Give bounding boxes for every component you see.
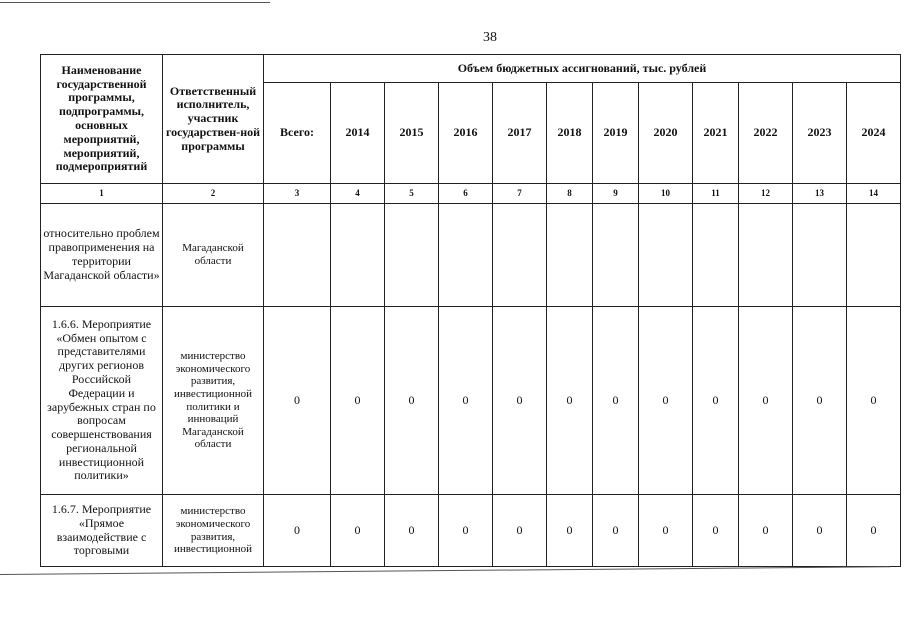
value-cell: 0 [693, 307, 739, 495]
value-cell [847, 204, 901, 307]
value-cell: 0 [547, 495, 593, 567]
header-name: Наименование государственной программы, подпрограммы, основных мероприятий, мероприятий, подмероприятий [41, 55, 163, 184]
column-number: 4 [331, 184, 385, 204]
header-year: 2015 [385, 83, 439, 184]
value-cell: 0 [793, 307, 847, 495]
value-cell [439, 204, 493, 307]
value-cell: 0 [639, 495, 693, 567]
page-number: 38 [483, 30, 497, 45]
column-number: 5 [385, 184, 439, 204]
value-cell: 0 [739, 307, 793, 495]
value-cell: 0 [793, 495, 847, 567]
column-number: 14 [847, 184, 901, 204]
header-year: 2020 [639, 83, 693, 184]
value-cell: 0 [439, 495, 493, 567]
scan-line-top [0, 2, 270, 3]
value-cell: 0 [493, 495, 547, 567]
value-cell [793, 204, 847, 307]
header-year: 2023 [793, 83, 847, 184]
value-cell [547, 204, 593, 307]
budget-table [40, 54, 901, 567]
header-year: 2017 [493, 83, 547, 184]
column-number: 13 [793, 184, 847, 204]
column-number: 1 [41, 184, 163, 204]
column-number: 9 [593, 184, 639, 204]
value-cell: 0 [847, 495, 901, 567]
value-cell: 0 [693, 495, 739, 567]
header-year: 2024 [847, 83, 901, 184]
table-row [41, 204, 901, 307]
value-cell [593, 204, 639, 307]
value-cell: 0 [331, 307, 385, 495]
table-row [41, 495, 901, 567]
header-executor: Ответственный исполнитель, участник государствен-ной программы [163, 55, 264, 184]
column-number: 12 [739, 184, 793, 204]
value-cell: 0 [847, 307, 901, 495]
header-year: 2016 [439, 83, 493, 184]
value-cell: 0 [264, 307, 331, 495]
column-number: 11 [693, 184, 739, 204]
header-total: Всего: [264, 83, 331, 184]
column-number: 8 [547, 184, 593, 204]
value-cell: 0 [264, 495, 331, 567]
header-year: 2022 [739, 83, 793, 184]
executor-cell: Магаданской области [163, 204, 264, 307]
program-name-cell: относительно проблем правоприменения на территории Магаданской области» [41, 204, 163, 307]
value-cell: 0 [385, 495, 439, 567]
executor-cell: министерство экономического развития, инвестиционной [163, 495, 264, 567]
value-cell [331, 204, 385, 307]
column-number: 3 [264, 184, 331, 204]
column-number: 6 [439, 184, 493, 204]
value-cell: 0 [493, 307, 547, 495]
value-cell: 0 [385, 307, 439, 495]
scan-line-bottom [0, 566, 890, 575]
header-year: 2014 [331, 83, 385, 184]
table-row [41, 307, 901, 495]
value-cell [493, 204, 547, 307]
value-cell: 0 [739, 495, 793, 567]
value-cell [385, 204, 439, 307]
header-row-top [41, 55, 901, 83]
value-cell: 0 [547, 307, 593, 495]
header-year: 2021 [693, 83, 739, 184]
header-budget-title: Объем бюджетных ассигнований, тыс. рублей [264, 55, 901, 83]
value-cell [693, 204, 739, 307]
executor-cell: министерство экономического развития, инвестиционной политики и инноваций Магаданской области [163, 307, 264, 495]
program-name-cell: 1.6.7. Мероприятие «Прямое взаимодействие с торговыми [41, 495, 163, 567]
value-cell: 0 [439, 307, 493, 495]
value-cell: 0 [331, 495, 385, 567]
value-cell: 0 [593, 307, 639, 495]
column-number: 7 [493, 184, 547, 204]
value-cell [639, 204, 693, 307]
header-year: 2018 [547, 83, 593, 184]
header-year: 2019 [593, 83, 639, 184]
column-number-row [41, 184, 901, 204]
value-cell [264, 204, 331, 307]
column-number: 2 [163, 184, 264, 204]
value-cell: 0 [593, 495, 639, 567]
program-name-cell: 1.6.6. Мероприятие «Обмен опытом с представителями других регионов Российской Федерации и зарубежных стран по вопросам совершенствования региональной инвестиционной политики» [41, 307, 163, 495]
value-cell: 0 [639, 307, 693, 495]
value-cell [739, 204, 793, 307]
column-number: 10 [639, 184, 693, 204]
